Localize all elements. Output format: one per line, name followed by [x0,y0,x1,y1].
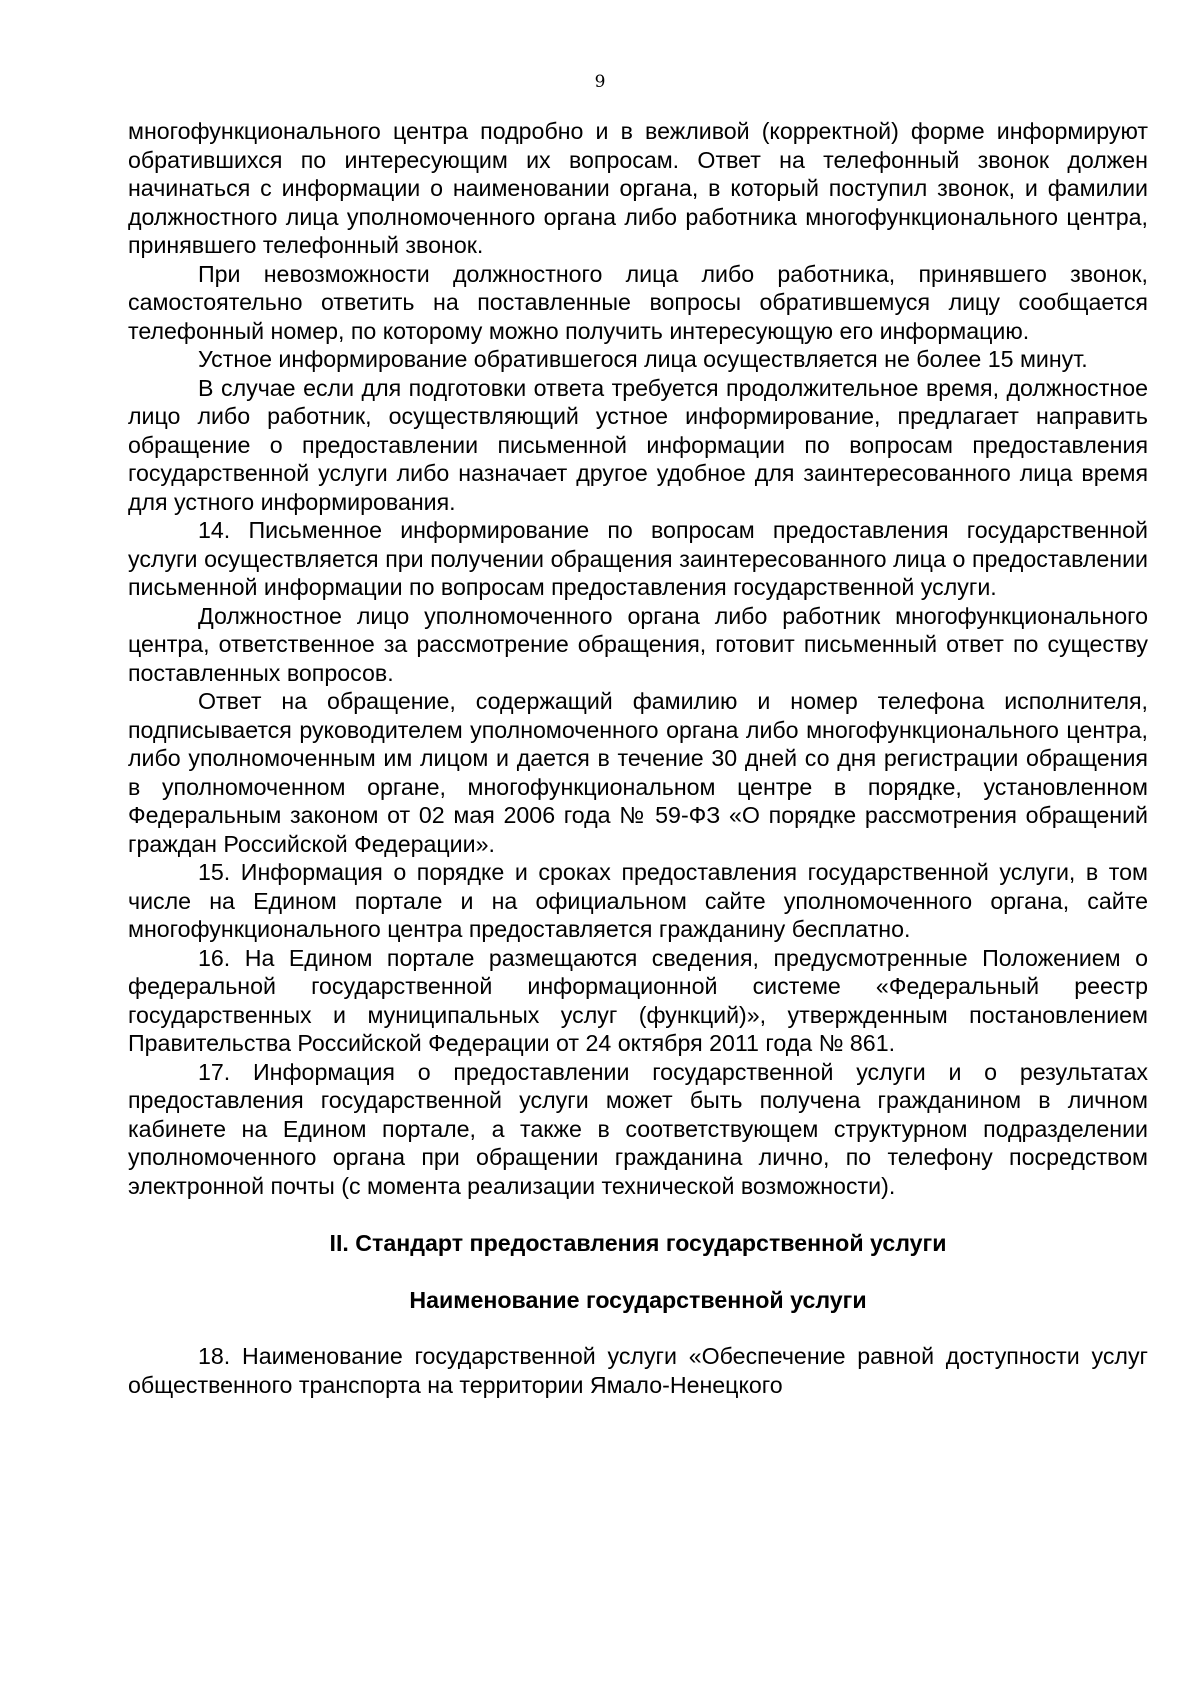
paragraph: Должностное лицо уполномоченного органа либо работник многофункционального центра, ответственное за рассмотрение обращения, готовит письменный ответ по существу поставленных вопросов. [128,602,1148,686]
paragraph-17: 17. Информация о предоставлении государственной услуги и о результатах предоставления государственной услуги может быть получена гражданином в личном кабинете на Едином портале, а также в соответствующем структурном подразделении уполномоченного органа при обращении гражданина лично, по телефону посредством электронной почты (с момента реализации технической возможности). [128,1058,1148,1199]
paragraph-18: 18. Наименование государственной услуги «Обеспечение равной доступности услуг общественного транспорта на территории Ямало-Ненецкого [128,1343,1148,1398]
page-number: 9 [594,72,606,92]
paragraph: При невозможности должностного лица либо работника, принявшего звонок, самостоятельно ответить на поставленные вопросы обратившемуся лицу сообщается телефонный номер, по которому можно получить интересующую его информацию. [128,260,1148,344]
section-heading: II. Стандарт предоставления государственной услуги [329,1230,947,1256]
paragraph: В случае если для подготовки ответа требуется продолжительное время, должностное лицо либо работник, осуществляющий устное информирование, предлагает направить обращение о предоставлении письменной информации по вопросам предоставления государственной услуги либо назначает другое удобное для заинтересованного лица время для устного информирования. [128,374,1148,515]
subsection-heading: Наименование государственной услуги [409,1286,867,1313]
paragraph-16: 16. На Едином портале размещаются сведения, предусмотренные Положением о федеральной государственной информационной системе «Федеральный реестр государственных и муниципальных услуг (функций)», утвержденным постановлением Правительства Российской Федерации от 24 октября 2011 года № 861. [128,944,1148,1056]
paragraph-15: 15. Информация о порядке и сроках предоставления государственной услуги, в том числе на Едином портале и на официальном сайте уполномоченного органа, сайте многофункционального центра предоставляется гражданину бесплатно. [128,859,1148,942]
paragraph-14: 14. Письменное информирование по вопросам предоставления государственной услуги осуществляется при получении обращения заинтересованного лица о предоставлении письменной информации по вопросам предоставления государственной услуги. [128,517,1148,600]
paragraph: Устное информирование обратившегося лица осуществляется не более 15 минут. [198,346,1088,372]
document-body [128,117,1148,1399]
paragraph: Ответ на обращение, содержащий фамилию и номер телефона исполнителя, подписывается руководителем уполномоченного органа либо многофункционального центра, либо уполномоченным им лицом и дается в течение 30 дней со дня регистрации обращения в уполномоченном органе, многофункциональном центре в порядке, установленном Федеральным законом от 02 мая 2006 года № 59-ФЗ «О порядке рассмотрения обращений граждан Российской Федерации». [128,688,1148,857]
paragraph-continuation: многофункционального центра подробно и в вежливой (корректной) форме информируют обратившихся по интересующим их вопросам. Ответ на телефонный звонок должен начинаться с информации о наименовании органа, в который поступил звонок, и фамилии должностного лица уполномоченного органа либо работника многофункционального центра, принявшего телефонный звонок. [128,118,1148,258]
